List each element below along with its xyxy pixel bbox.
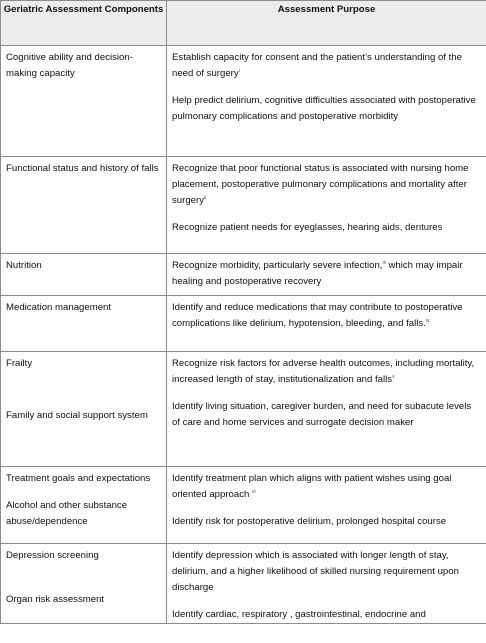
component-text [1,46,166,82]
footnote-marker: ii [204,194,207,201]
cell-text: Identify depression which is associated with longer length of stay, delirium, and a higher likelihood of skilled nursing requirement upon discharge [172,550,459,593]
cell-text-continued: which may impair healing and postoperative recovery [172,260,463,287]
purpose-text [167,46,486,82]
cell-text: Recognize morbidity, particularly severe infection, [172,260,383,271]
cell-text: Help predict delirium, cognitive difficulties associated with postoperative pulmonary complications and postoperative morbidity [172,95,476,122]
table-row [1,254,486,296]
component-cell [1,46,167,157]
purpose-cell [167,296,486,352]
footnote-marker: iii [382,259,386,266]
cell-text: Functional status and history of falls [6,163,159,174]
purpose-cell [167,157,486,254]
component-cell [1,352,167,467]
cell-text: Identify treatment plan which aligns with patient wishes using goal oriented approach [172,473,452,500]
table-body [1,46,486,624]
component-cell [1,157,167,254]
purpose-text [167,544,486,596]
header-row [1,1,486,46]
cell-text: Depression screening [6,550,99,561]
purpose-text [167,467,486,503]
purpose-cell [167,544,486,624]
purpose-cell [167,46,486,157]
footnote-marker: vi [252,488,256,495]
table-row [1,544,486,624]
component-cell [1,467,167,544]
cell-text: Treatment goals and expectations [6,473,151,484]
cell-text: Establish capacity for consent and the patient’s understanding of the need of surgery [172,52,462,79]
component-text [1,89,166,94]
purpose-text [167,510,486,530]
table-row [1,157,486,254]
footnote-marker: iv [425,317,430,324]
purpose-text [167,395,486,431]
header-components [1,1,167,46]
header-components-label: Geriatric Assessment Components [3,4,164,15]
cell-text: Identify living situation, caregiver burden, and need for subacute levels of care and home services and surrogate decision maker [172,401,472,428]
cell-text: Recognize that poor functional status is associated with nursing home placement, postoperative pulmonary complications and mortality after surgery [172,163,469,206]
cell-text: Cognitive ability and decision-making capacity [6,52,133,79]
purpose-text [167,216,486,236]
cell-text: Family and social support system [6,410,148,421]
component-text [1,296,166,316]
component-text [1,588,166,608]
cell-text: Identify cardiac, respiratory , gastrointestinal, endocrine and [172,609,426,620]
cell-text: Identify risk for postoperative delirium, prolonged hospital course [172,516,447,527]
table-row [1,467,486,544]
cell-text: Identify and reduce medications that may contribute to postoperative complications like delirium, hypotension, bleeding, and falls. [172,302,463,329]
purpose-cell [167,254,486,296]
footnote-marker: v [392,373,395,380]
cell-text: Alcohol and other substance abuse/dependence [6,500,128,527]
component-text [1,254,166,274]
purpose-cell [167,467,486,544]
cell-text: Recognize risk factors for adverse health outcomes, including mortality, increased length of stay, institutionalization and falls [172,358,475,385]
cell-text: Medication management [6,302,112,313]
cell-text: Nutrition [6,260,42,271]
component-cell [1,254,167,296]
purpose-text [167,254,486,290]
purpose-text [167,89,486,125]
component-text [1,184,166,189]
header-purpose-label: Assessment Purpose [277,4,376,15]
purpose-text [167,603,486,623]
purpose-text [167,296,486,332]
component-text [1,544,166,564]
header-purpose [167,1,486,46]
component-text [1,157,166,177]
purpose-text [167,352,486,388]
component-text [1,467,166,487]
cell-text: Recognize patient needs for eyeglasses, hearing aids, dentures [172,222,443,233]
table-row [1,296,486,352]
purpose-text [167,157,486,209]
cell-text: Organ risk assessment [6,594,105,605]
purpose-cell [167,352,486,467]
component-text [1,404,166,424]
cell-text: Frailty [6,358,33,369]
component-text [1,494,166,530]
component-cell [1,544,167,624]
table-row [1,46,486,157]
component-cell [1,296,167,352]
table-row [1,352,486,467]
footnote-marker: i [238,67,240,74]
component-text [1,352,166,372]
